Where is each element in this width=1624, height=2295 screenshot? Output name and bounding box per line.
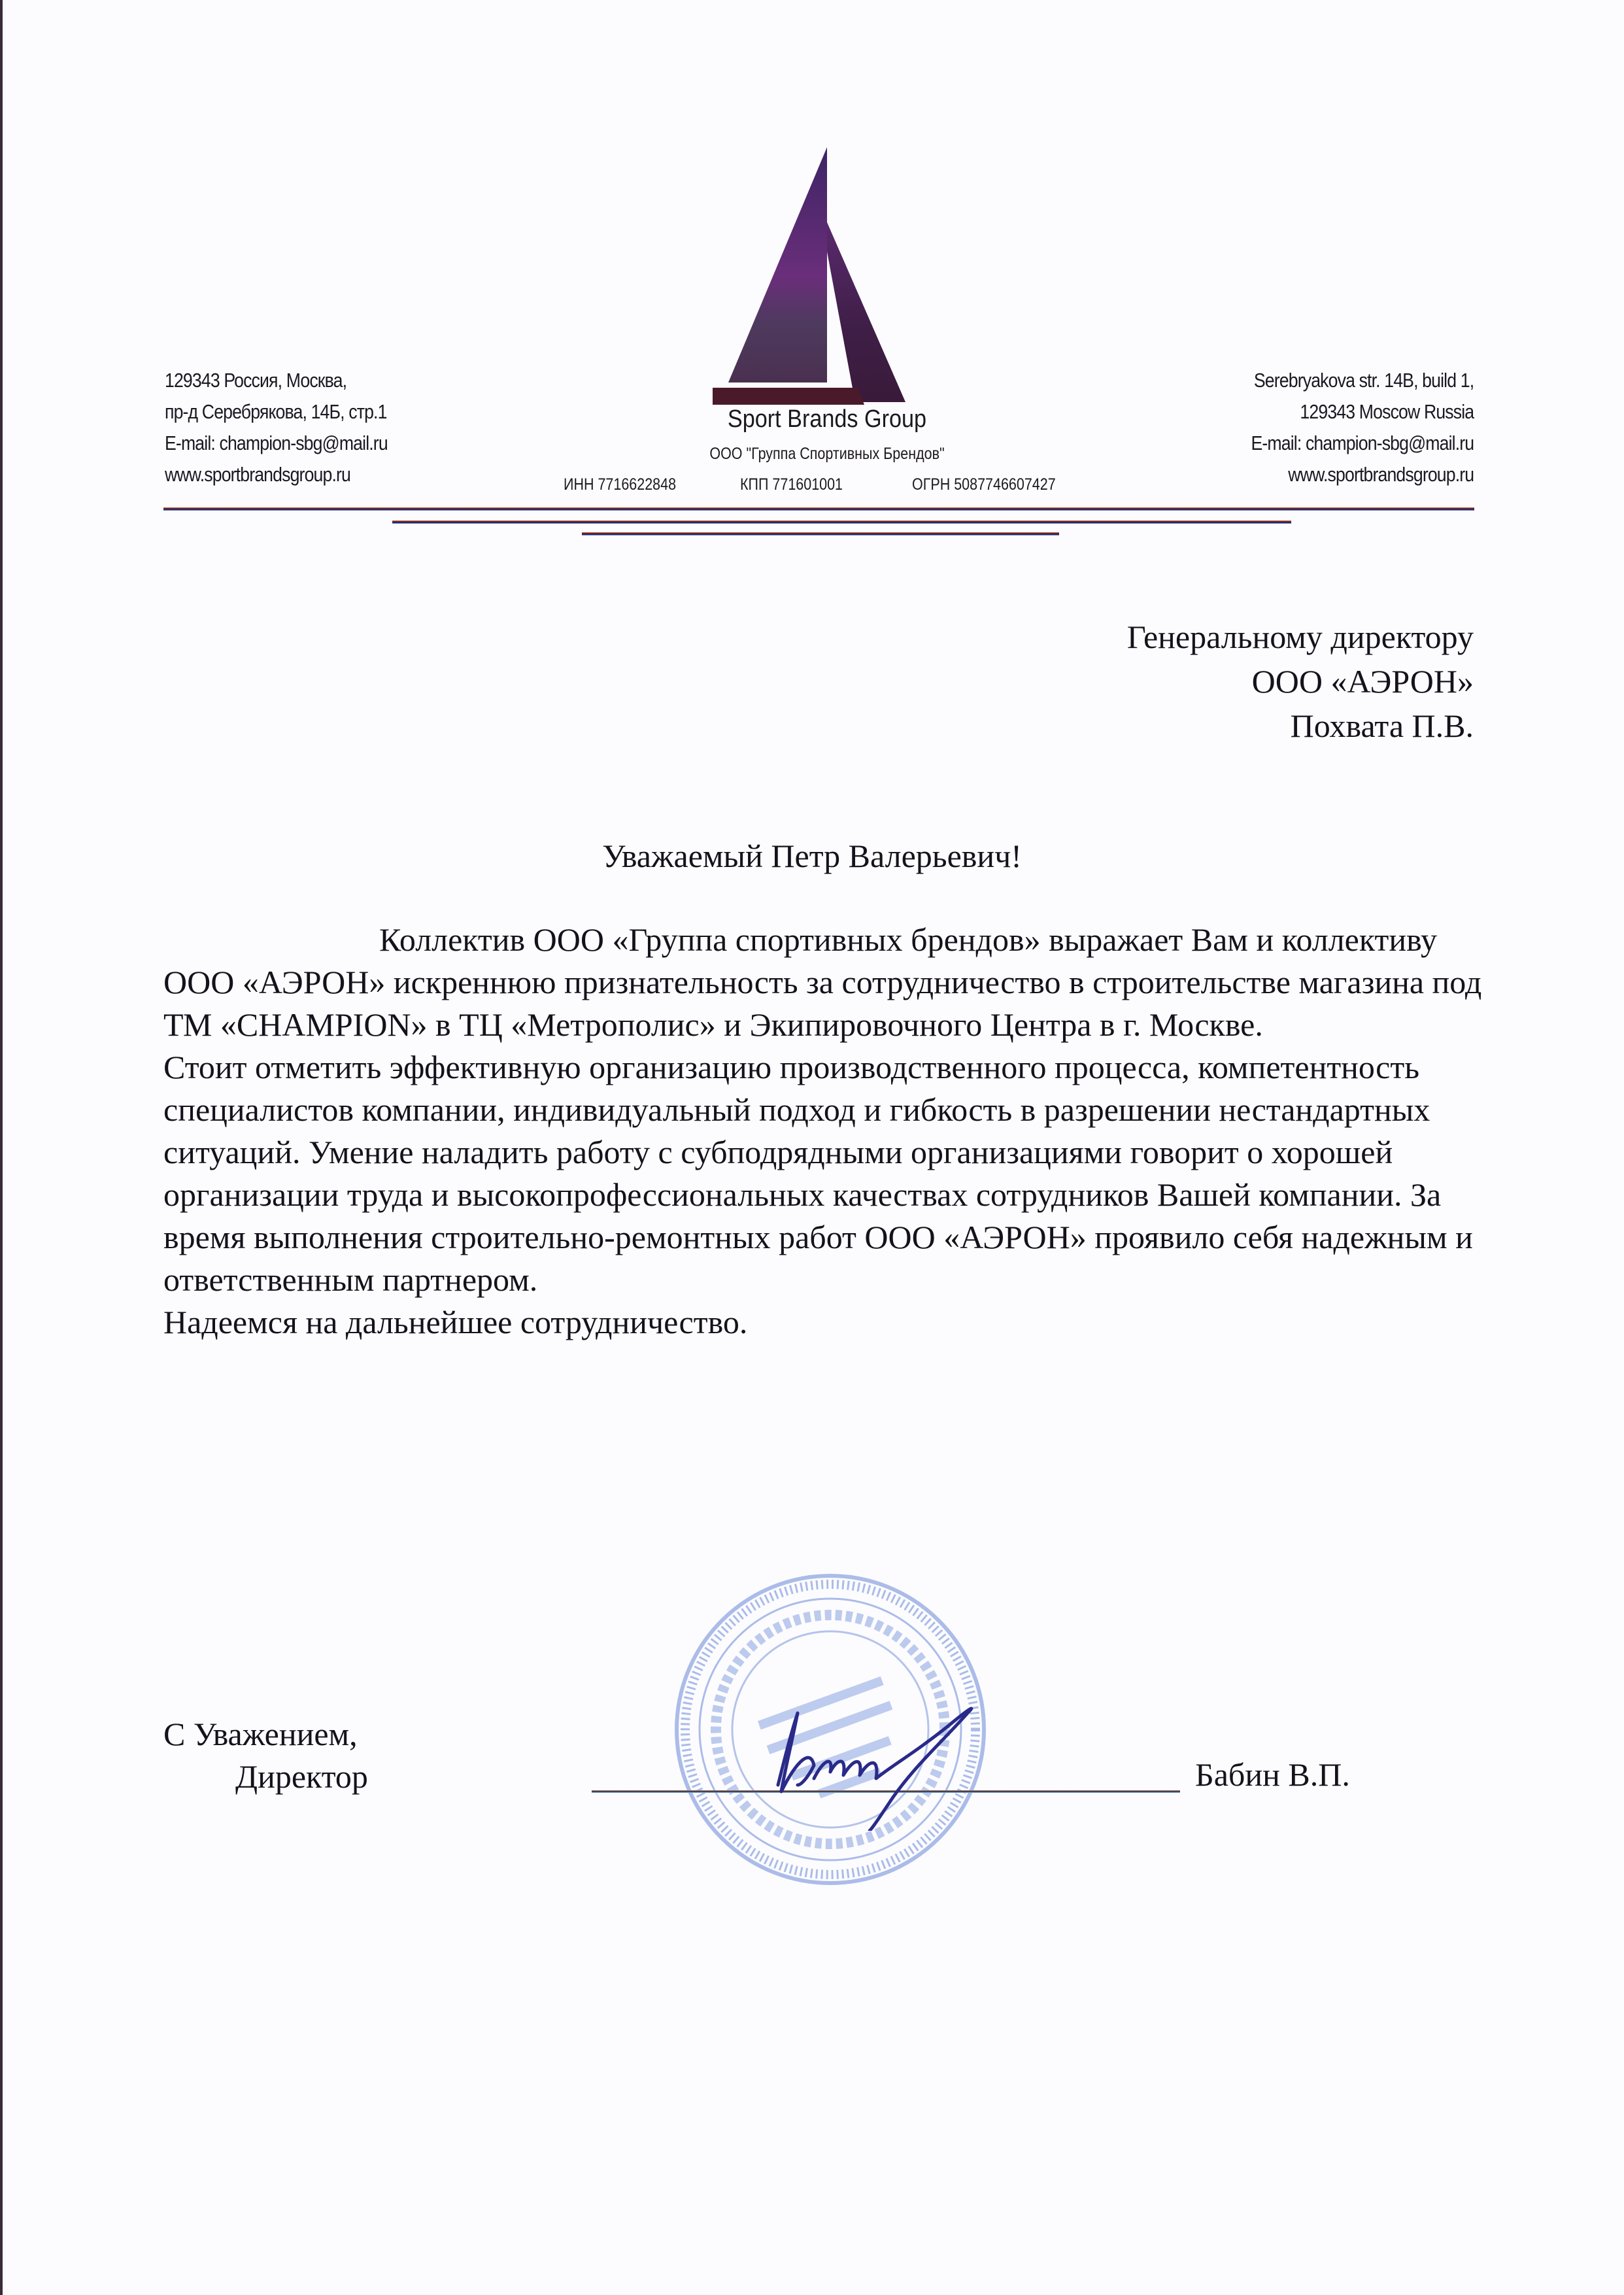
address-line: пр-д Серебрякова, 14Б, стр.1 (165, 400, 387, 423)
addressee-company: ООО «АЭРОН» (1251, 663, 1474, 700)
logo-left-sail (728, 147, 827, 382)
kpp: КПП 771601001 (740, 475, 843, 494)
letter-body (163, 919, 1491, 1344)
website-line: www.sportbrandsgroup.ru (165, 463, 351, 486)
closing-block (163, 1713, 368, 1798)
addressee-block (1127, 615, 1474, 748)
closing-regards: С Уважением, (163, 1716, 358, 1752)
inn: ИНН 7716622848 (564, 475, 677, 494)
body-closing-line: Надеемся на дальнейшее сотрудничество. (163, 1304, 748, 1340)
logo-right-sail (827, 222, 905, 402)
email-line: E-mail: champion-sbg@mail.ru (165, 432, 388, 454)
header-divider (163, 507, 1474, 511)
email-line: E-mail: champion-sbg@mail.ru (1251, 432, 1474, 454)
body-paragraph: Стоит отметить эффективную организацию производственного процесса, компетентность специалистов компании, индивидуальный подход и гибкость в разрешении нестандартных ситуаций. Умение наладить работу с субподрядными организациями говорит о хорошей организации труда и высокопрофессиональных качествах сотрудников Вашей компании. За время выполнения строительно-ремонтных работ ООО «АЭРОН» проявило себя надежным и ответственным партнером. (163, 1049, 1473, 1298)
signer-position: Директор (235, 1758, 368, 1795)
letterhead-address-en (1251, 365, 1474, 490)
logo-base (713, 388, 864, 405)
addressee-name: Похвата П.В. (1290, 707, 1474, 744)
sailboat-triangle-logo-icon (706, 141, 948, 418)
address-line: 129343 Россия, Москва, (165, 369, 347, 392)
brand-name: Sport Brands Group (727, 405, 927, 433)
header-divider (392, 520, 1291, 524)
handwritten-signature-icon (752, 1687, 1000, 1834)
address-line: 129343 Moscow Russia (1300, 400, 1474, 423)
addressee-position: Генеральному директору (1126, 619, 1474, 655)
address-line: Serebryakova str. 14B, build 1, (1253, 369, 1474, 392)
signer-name: Бабин В.П. (1195, 1756, 1350, 1793)
legal-name: ООО "Группа Спортивных Брендов" (709, 445, 945, 463)
body-paragraph: Коллектив ООО «Группа спортивных брендов» выражает Вам и коллективу ООО «АЭРОН» искреннюю признательность за сотрудничество в строительстве магазина под ТМ «CHAMPION» в ТЦ «Метрополис» и Экипировочного Центра в г. Москве. (163, 921, 1482, 1043)
header-divider (582, 532, 1059, 536)
page-edge (0, 0, 3, 2295)
website-line: www.sportbrandsgroup.ru (1287, 463, 1474, 486)
salutation: Уважаемый Петр Валерьевич! (602, 838, 1022, 874)
letterhead-address-ru (165, 365, 388, 490)
ogrn: ОГРН 5087746607427 (912, 475, 1056, 494)
